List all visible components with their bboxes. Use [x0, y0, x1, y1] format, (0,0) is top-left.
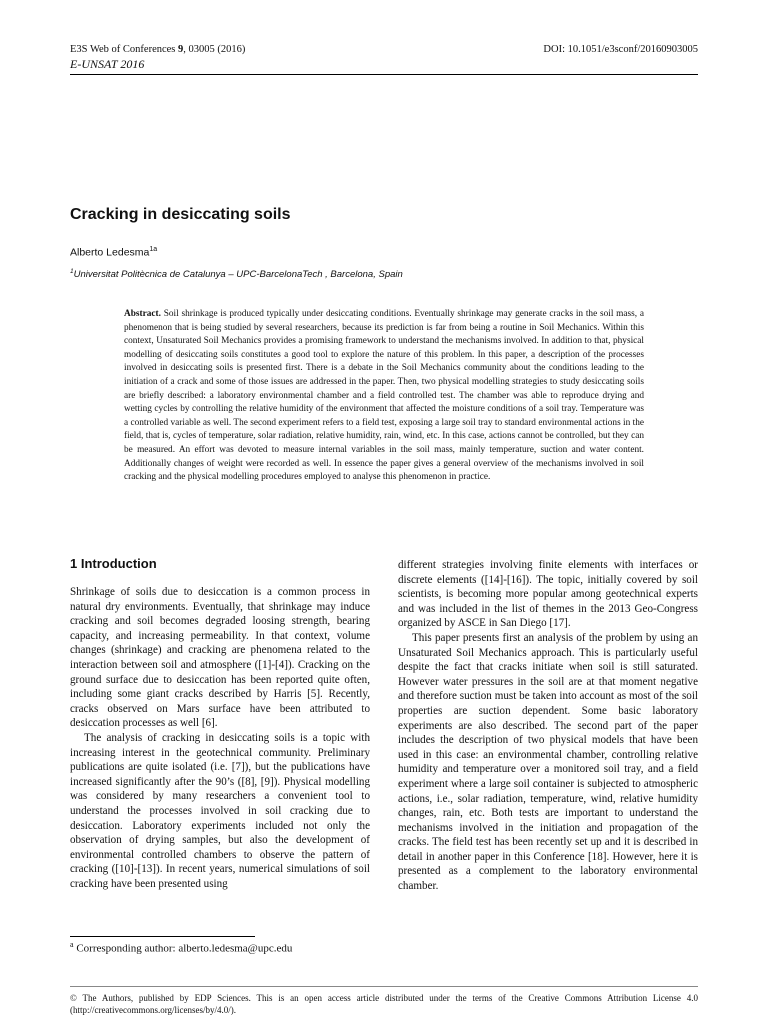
- doi: DOI: 10.1051/e3sconf/20160903005: [543, 44, 698, 55]
- paragraph: The analysis of cracking in desiccating soils is a topic with increasing interest in the geotechnical community. Preliminary publications are quite isolated (i.e. [7]), but the publications have increased significantly after the 90’s ([8], [9]). Physical modelling was considered by many researchers a convenient tool to understand the processes involved in soil cracking due to desiccation. Laboratory experiments included not only the observation of drying samples, but also the development of environmental controlled chambers to observe the pattern of cracking ([10]-[13]). In recent years, numerical simulations of soil cracking have been presented using: [70, 731, 370, 890]
- author-name: Alberto Ledesma: [70, 246, 150, 259]
- paper-title: Cracking in desiccating soils: [70, 206, 291, 223]
- paragraph: different strategies involving finite elements with interfaces or discrete elements ([14]-[16]). The topic, initially covered by soil scientists, is becoming more popular among geotechnical experts and was included in the list of themes in the 2013 Geo-Congress organized by ASCE in San Diego [17].: [398, 559, 698, 630]
- section-heading: 1 Introduction: [70, 556, 157, 571]
- affiliation-line: [70, 268, 403, 280]
- paragraph: This paper presents first an analysis of the problem by using an Unsaturated Soil Mechanics approach. This is particularly useful despite the fact that cracks initiate when soil is still saturated. However water pressures in the soil are at that moment negative and therefore suction must be taken into account as most of the soil properties are suction dependent. Some basic laboratory experiments are also described. The second part of the paper includes the description of two physical models that have been used in this case: an environmental chamber, controlling relative humidity and temperature over a monitored soil tray, and a field experiment where a large soil container is subjected to atmospheric actions, i.e., solar radiation, temperature, wind, relative humidity changes, rain, etc. Both tests are important to understand the mechanisms involved in the initiation and propagation of the cracks. The field test has been recently set up and it is described in detail in another paper in this Conference [18]. However, here it is presented as a complement to the laboratory environmental chamber.: [398, 631, 698, 893]
- footnote: [70, 940, 292, 955]
- paragraph: Shrinkage of soils due to desiccation is a common process in natural dry environments. Eventually, that shrinkage may induce cracking and soil becomes degraded loosing strength, bearing capacity, and increasing permeability. In that context, volume changes (shrinkage) and cracking are phenomena related to the interaction between soil and atmosphere ([1]-[4]). Cracking on the ground surface due to desiccation has been reported quite often, including some giant cracks described by Harris [5]. Recently, cracks observed on Mars surface have been attributed to desiccation processes as well [6].: [70, 586, 370, 730]
- abstract-text: Soil shrinkage is produced typically under desiccating conditions. Eventually shrinkage may generate cracks in the soil mass, a phenomenon that is being studied by several researchers, because its prediction is far from being a routine in Soil Mechanics. Within this context, Unsaturated Soil Mechanics provides a promising framework to understand the mechanisms involved. In addition to that, physical modelling of desiccating soils constitutes a good tool to explore the nature of this problem. In this paper, a description of the processes involved in desiccating soils is presented first. There is a debate in the Soil Mechanics community about the conditions leading to the initiation of a crack and some of those issues are addressed in the paper. Then, two physical modelling strategies to study desiccating soils are briefly described: a laboratory environmental chamber and a field controlled test. The chamber was able to reproduce drying and wetting cycles by controlling the relative humidity of the environment that affected the moisture conditions of a soil tray. Temperature was a controlled variable as well. The second experiment refers to a field test, exposing a large soil tray to standard environmental actions in the field, that is, cycles of temperature, solar radiation, relative humidity, rain, wind, etc. In this case, actions cannot be controlled, but they can be measured. An effort was devoted to measure internal variables in the soil mass, mainly temperature, suction and water content. Additionally changes of weight were recorded as well. In essence the paper gives a general overview of the mechanisms involved in soil cracking and the physical modelling procedures employed to analyse this phenomenon in practice.: [124, 309, 644, 483]
- journal-name: E3S Web of Conferences: [70, 44, 176, 55]
- abstract-label: Abstract.: [124, 309, 161, 319]
- affiliation: Universitat Politècnica de Catalunya – UPC-BarcelonaTech , Barcelona, Spain: [73, 269, 403, 281]
- journal-citation: [70, 43, 245, 56]
- author-marks: 1a: [149, 246, 158, 253]
- affiliation-mark: 1: [70, 268, 74, 275]
- author-line: [70, 246, 157, 259]
- journal-volume: 9: [178, 44, 184, 55]
- article-number: , 03005 (2016): [183, 44, 246, 55]
- footnote-text: Corresponding author: alberto.ledesma@upc.edu: [73, 942, 293, 955]
- footnote-divider: [70, 936, 255, 937]
- license-notice: © The Authors, published by EDP Sciences. This is an open access article distributed under the terms of the Creative Commons Attribution License 4.0 (http://creativecommons.org/licenses/by/4.0/).: [70, 993, 698, 1015]
- license-divider: [70, 986, 698, 987]
- right-column: [398, 556, 698, 894]
- conference-venue: E-UNSAT 2016: [70, 57, 145, 71]
- left-column: [70, 556, 370, 891]
- header-divider: [70, 74, 698, 75]
- footnote-mark: a: [70, 940, 74, 949]
- abstract: [124, 308, 644, 485]
